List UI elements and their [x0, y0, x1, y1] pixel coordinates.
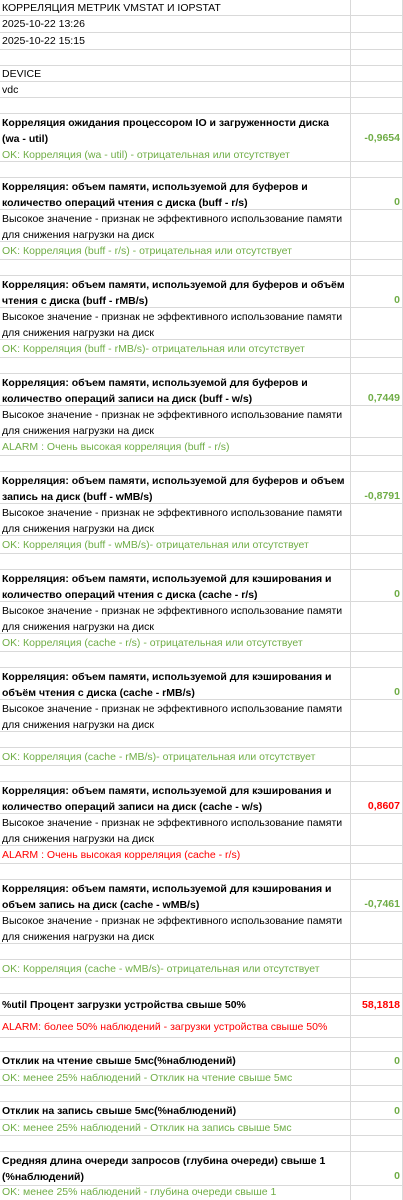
- metric-title[interactable]: Корреляция: объем памяти, используемой для кэширования и количество операций записи на диск (cache - w/s): [2, 785, 332, 813]
- status-row: [0, 1070, 403, 1086]
- empty-row: [0, 732, 403, 748]
- empty-row: [0, 554, 403, 570]
- status-row: [0, 748, 403, 766]
- metric-note[interactable]: Высокое значение - признак не эффективного использование памяти для снижения нагрузки на диск: [2, 311, 343, 339]
- metric-title[interactable]: Корреляция: объем памяти, используемой для буферов и количество операций чтения с диска (buff - r/s): [2, 181, 308, 209]
- empty-row: [0, 978, 403, 994]
- note-row: [0, 700, 403, 732]
- metric-title[interactable]: Корреляция: объем памяти, используемой для кэширования и объем запись на диск (cache - wMB/s): [2, 883, 332, 911]
- note-row: [0, 406, 403, 438]
- empty-row: [0, 1086, 403, 1102]
- note-row: [0, 602, 403, 634]
- metric-value[interactable]: -0,7461: [364, 898, 400, 910]
- correlation-row: [0, 178, 403, 210]
- device-value[interactable]: vdc: [2, 84, 19, 96]
- status-row: [0, 1120, 403, 1136]
- status-message[interactable]: OK: Корреляция (cache - rMB/s)- отрицательная или отсутствует: [2, 751, 316, 763]
- metric-row: [0, 1052, 403, 1070]
- empty-row: [0, 944, 403, 960]
- device-value-row: [0, 82, 403, 98]
- note-row: [0, 912, 403, 944]
- note-row: [0, 504, 403, 536]
- date-start-row: [0, 16, 403, 33]
- status-row: [0, 1016, 403, 1038]
- empty-row: [0, 766, 403, 782]
- status-message[interactable]: OK: Корреляция (cache - r/s) - отрицательная или отсутствует: [2, 637, 303, 649]
- status-message[interactable]: OK: Корреляция (buff - rMB/s)- отрицательная или отсутствует: [2, 343, 305, 355]
- status-message[interactable]: OK: менее 25% наблюдений - Отклик на чтение свыше 5мс: [2, 1072, 293, 1084]
- device-label[interactable]: DEVICE: [2, 68, 42, 80]
- empty-row: [0, 1136, 403, 1152]
- note-row: [0, 308, 403, 340]
- status-row: [0, 960, 403, 978]
- correlation-row: [0, 570, 403, 602]
- date-start[interactable]: 2025-10-22 13:26: [2, 18, 85, 30]
- metric-title[interactable]: Отклик на запись свыше 5мс(%наблюдений): [2, 1105, 237, 1117]
- status-row: [0, 846, 403, 864]
- empty-row: [0, 456, 403, 472]
- status-message[interactable]: OK: Корреляция (wa - util) - отрицательная или отсутствует: [2, 149, 290, 161]
- empty-row: [0, 864, 403, 880]
- metric-title[interactable]: Корреляция: объем памяти, используемой для буферов и количество операций записи на диск (buff - w/s): [2, 377, 308, 405]
- metric-title[interactable]: Корреляция: объем памяти, используемой для буферов и объем запись на диск (buff - wMB/s): [2, 475, 345, 503]
- metric-note[interactable]: Высокое значение - признак не эффективного использование памяти для снижения нагрузки на диск: [2, 507, 343, 535]
- status-message[interactable]: OK: Корреляция (cache - wMB/s)- отрицательная или отсутствует: [2, 963, 320, 975]
- metric-row: [0, 1152, 403, 1186]
- metric-note[interactable]: Высокое значение - признак не эффективного использование памяти для снижения нагрузки на диск: [2, 213, 343, 241]
- note-row: [0, 210, 403, 242]
- status-message[interactable]: ALARM: более 50% наблюдений - загрузки устройства свыше 50%: [2, 1021, 328, 1033]
- report-title-row: [0, 0, 403, 16]
- metric-title[interactable]: %util Процент загрузки устройства свыше 50%: [2, 999, 246, 1011]
- metric-row: [0, 994, 403, 1016]
- status-message[interactable]: OK: Корреляция (buff - wMB/s)- отрицательная или отсутствует: [2, 539, 309, 551]
- metric-value[interactable]: 0: [394, 196, 400, 208]
- metric-title[interactable]: Отклик на чтение свыше 5мс(%наблюдений): [2, 1055, 236, 1067]
- status-row: [0, 1186, 403, 1200]
- empty-row: [0, 652, 403, 668]
- metric-value[interactable]: 58,1818: [362, 999, 400, 1011]
- metric-value[interactable]: -0,9654: [364, 132, 400, 144]
- metric-value[interactable]: 0: [394, 294, 400, 306]
- metric-value[interactable]: -0,8791: [364, 490, 400, 502]
- status-row: [0, 536, 403, 554]
- empty-row: [0, 162, 403, 178]
- empty-row: [0, 50, 403, 66]
- status-message[interactable]: ALARM : Очень высокая корреляция (buff - r/s): [2, 441, 230, 453]
- metric-value[interactable]: 0: [394, 1170, 400, 1182]
- status-message[interactable]: ALARM : Очень высокая корреляция (cache - r/s): [2, 849, 241, 861]
- status-message[interactable]: OK: менее 25% наблюдений - Отклик на запись свыше 5мс: [2, 1122, 292, 1134]
- correlation-row: [0, 374, 403, 406]
- metric-value[interactable]: 0: [394, 1105, 400, 1117]
- metric-title[interactable]: Корреляция ожидания процессором IO и загруженности диска (wa - util): [2, 117, 329, 145]
- status-row: [0, 634, 403, 652]
- metric-row: [0, 1102, 403, 1120]
- metric-note[interactable]: Высокое значение - признак не эффективного использование памяти для снижения нагрузки на диск: [2, 703, 343, 731]
- metric-title[interactable]: Средняя длина очереди запросов (глубина очереди) свыше 1 (%наблюдений): [2, 1155, 326, 1183]
- date-end-row: [0, 33, 403, 50]
- empty-row: [0, 98, 403, 114]
- correlation-row: [0, 880, 403, 912]
- metric-note[interactable]: Высокое значение - признак не эффективного использование памяти для снижения нагрузки на диск: [2, 915, 343, 943]
- device-label-row: [0, 66, 403, 82]
- correlation-row: [0, 782, 403, 814]
- status-message[interactable]: OK: Корреляция (buff - r/s) - отрицательная или отсутствует: [2, 245, 292, 257]
- status-message[interactable]: OK: менее 25% наблюдений - глубина очереди свыше 1: [2, 1186, 277, 1198]
- metric-note[interactable]: Высокое значение - признак не эффективного использование памяти для снижения нагрузки на диск: [2, 409, 343, 437]
- empty-row: [0, 260, 403, 276]
- empty-row: [0, 358, 403, 374]
- metric-title[interactable]: Корреляция: объем памяти, используемой для буферов и объём чтения с диска (buff - rMB/s): [2, 279, 345, 307]
- metric-note[interactable]: Высокое значение - признак не эффективного использование памяти для снижения нагрузки на диск: [2, 605, 343, 633]
- correlation-row: [0, 276, 403, 308]
- metric-note[interactable]: Высокое значение - признак не эффективного использование памяти для снижения нагрузки на диск: [2, 817, 343, 845]
- metric-value[interactable]: 0: [394, 1055, 400, 1067]
- metric-title[interactable]: Корреляция: объем памяти, используемой для кэширования и количество операций чтения с диска (cache - r/s): [2, 573, 332, 601]
- correlation-row: [0, 472, 403, 504]
- metric-value[interactable]: 0: [394, 686, 400, 698]
- empty-row: [0, 1038, 403, 1052]
- report-title[interactable]: КОРРЕЛЯЦИЯ МЕТРИК VMSTAT И IOPSTAT: [2, 2, 221, 14]
- correlation-row: [0, 668, 403, 700]
- status-row: [0, 438, 403, 456]
- metric-title[interactable]: Корреляция: объем памяти, используемой для кэширования и объём чтения с диска (cache - rMB/s): [2, 671, 332, 699]
- metric-value[interactable]: 0: [394, 588, 400, 600]
- metric-value[interactable]: 0,7449: [367, 392, 400, 404]
- status-row: [0, 340, 403, 358]
- correlation-row: [0, 114, 403, 162]
- date-end[interactable]: 2025-10-22 15:15: [2, 35, 85, 47]
- note-row: [0, 814, 403, 846]
- status-row: [0, 242, 403, 260]
- metric-value[interactable]: 0,8607: [367, 800, 400, 812]
